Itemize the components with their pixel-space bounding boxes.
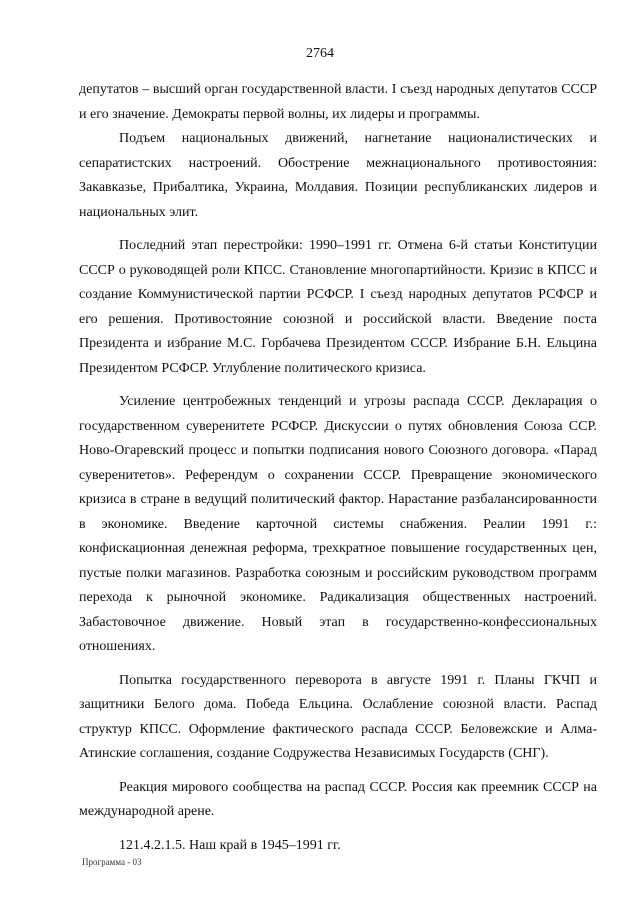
paragraph-4: Усиление центробежных тенденций и угрозы распада СССР. Декларация о государственном суверенитете РСФСР. Дискуссии о путях обновления Союза ССР. Ново-Огаревский процесс и попытки подписания нового Союзного договора. «Парад суверенитетов». Референдум о сохранении СССР. Превращение экономического кризиса в стране в ведущий политический фактор. Нарастание разбалансированности в экономике. Введение карточной системы снабжения. Реалии 1991 г.: конфискационная денежная реформа, трехкратное повышение государственных цен, пустые полки магазинов. Разработка союзным и российским руководством программ перехода к рыночной экономике. Радикализация общественных настроений. Забастовочное движение. Новый этап в государственно-конфессиональных отношениях.: [79, 394, 597, 654]
paragraph-5: Попытка государственного переворота в августе 1991 г. Планы ГКЧП и защитники Белого дома. Победа Ельцина. Ослабление союзной власти. Распад структур КПСС. Оформление фактического распада СССР. Беловежские и Алма-Атинские соглашения, создание Содружества Независимых Государств (СНГ).: [79, 672, 597, 761]
paragraph-1: депутатов – высший орган государственной власти. I съезд народных депутатов СССР и его значение. Демократы первой волны, их лидеры и программы.: [79, 82, 597, 122]
page-number: 2764: [306, 46, 334, 61]
paragraph-6: Реакция мирового сообщества на распад СССР. Россия как преемник СССР на международной арене.: [79, 779, 597, 819]
paragraph-2: Подъем национальных движений, нагнетание националистических и сепаратистских настроений. Обострение межнационального противостояния: Закавказье, Прибалтика, Украина, Молдавия. Позиции республиканских лидеров и национальных элит.: [79, 131, 597, 220]
paragraph-3: Последний этап перестройки: 1990–1991 гг. Отмена 6-й статьи Конституции СССР о руководящей роли КПСС. Становление многопартийности. Кризис в КПСС и создание Коммунистической партии РСФСР. I съезд народных депутатов РСФСР и его решения. Противостояние союзной и российской власти. Введение поста Президента и избрание М.С. Горбачева Президентом СССР. Избрание Б.Н. Ельцина Президентом РСФСР. Углубление политического кризиса.: [79, 238, 597, 376]
document-body: [79, 78, 597, 858]
page-footer: Программа - 03: [82, 857, 142, 867]
section-heading: 121.4.2.1.5. Наш край в 1945–1991 гг.: [119, 837, 341, 853]
